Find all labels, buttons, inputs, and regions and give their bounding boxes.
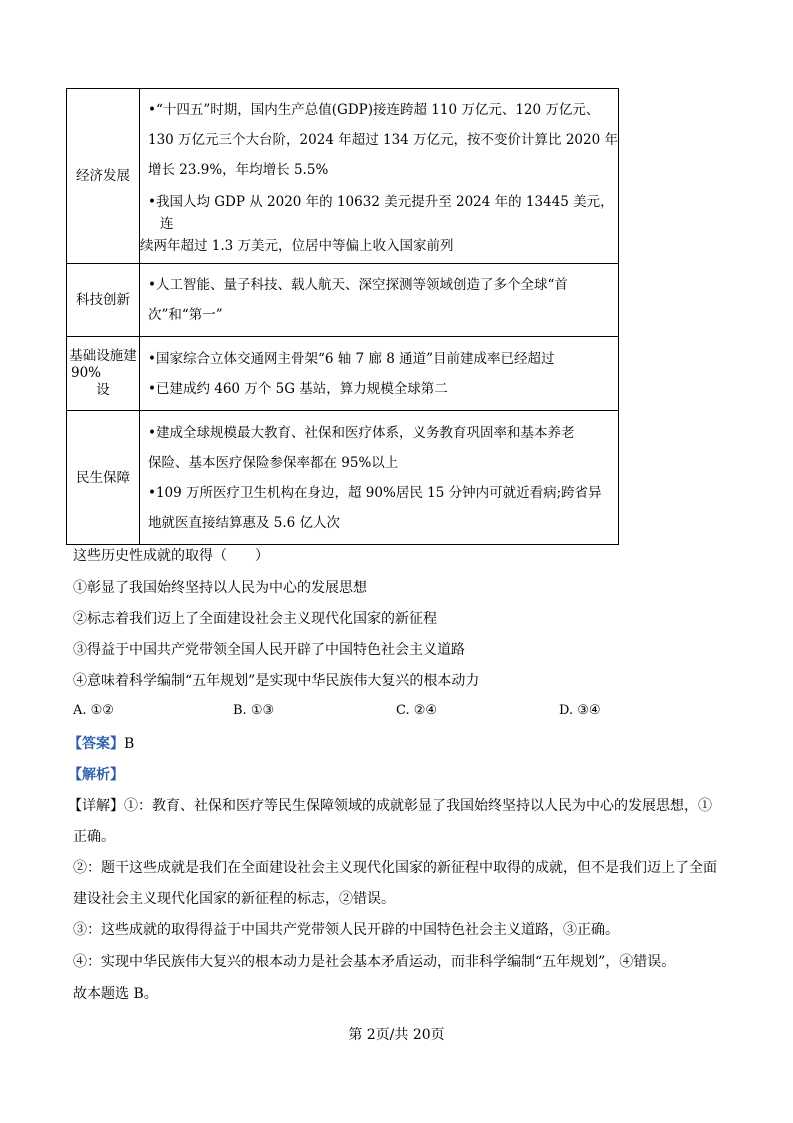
table-line: 增长 23.9%，年均增长 5.5% (148, 162, 329, 178)
statement-item: ③得益于中国共产党带领全国人民开辟了中国特色社会主义道路 (73, 642, 465, 658)
content-cell (140, 337, 619, 411)
category-cell: 科技创新 (67, 264, 140, 337)
table-line: •人工智能、量子科技、载人航天、深空探测等领域创造了多个全球“首 (148, 277, 568, 293)
statement-item: ②标志着我们迈上了全面建设社会主义现代化国家的新征程 (73, 611, 437, 627)
table-line: 次”和“第一” (148, 307, 223, 323)
option-b: B. ①③ (233, 703, 275, 718)
category-line: 设 (96, 382, 110, 398)
table-line: 连 (160, 216, 174, 232)
option-d: D. ③④ (559, 703, 601, 718)
content-cell (140, 411, 619, 545)
table-row (67, 411, 619, 545)
achievements-table (66, 88, 619, 545)
table-line: 地就医直接结算惠及 5.6 亿人次 (148, 514, 341, 531)
option-a: A. ①② (73, 703, 114, 718)
category-line: 90% (71, 365, 102, 381)
analysis-label: 【解析】 (68, 767, 124, 783)
table-row (67, 264, 619, 337)
answer-line (68, 733, 134, 753)
question-stem: 这些历史性成就的取得（ ） (73, 548, 269, 564)
table-line: •已建成约 460 万个 5G 基站，算力规模全球第二 (148, 380, 448, 397)
statement-item: ①彰显了我国始终坚持以人民为中心的发展思想 (73, 580, 367, 596)
content-cell (140, 264, 619, 337)
detail-line: 正确。 (73, 829, 115, 845)
category-cell (67, 337, 140, 411)
table-line: 130 万亿元三个大台阶，2024 年超过 134 万亿元，按不变价计算比 2020 年 (148, 132, 618, 148)
detail-line: 故本题选 B。 (73, 986, 158, 1002)
detail-line: ②：题干这些成就是我们在全面建设社会主义现代化国家的新征程中取得的成就，但不是我们迈上了全面 (73, 860, 717, 876)
detail-line: 【详解】①：教育、社保和医疗等民生保障领域的成就彰显了我国始终坚持以人民为中心的发展思想，① (68, 798, 712, 814)
table-line: •建成全球规模最大教育、社保和医疗体系，义务教育巩固率和基本养老 (148, 424, 575, 441)
table-row (67, 337, 619, 411)
detail-line: ③：这些成就的取得得益于中国共产党带领人民开辟的中国特色社会主义道路，③正确。 (73, 922, 619, 938)
table-row (67, 89, 619, 264)
content-cell (140, 89, 619, 264)
answer-label: 【答案】 (68, 736, 124, 752)
page-footer: 第 2页/共 20页 (348, 1027, 445, 1043)
category-line: 基础设施建 (69, 348, 137, 364)
table-line: •109 万所医疗卫生机构在身边，超 90%居民 15 分钟内可就近看病;跨省异 (148, 484, 602, 501)
table-line: 续两年超过 1.3 万美元，位居中等偏上收入国家前列 (140, 238, 454, 254)
category-cell: 经济发展 (67, 89, 140, 264)
statement-item: ④意味着科学编制“五年规划”是实现中华民族伟大复兴的根本动力 (73, 673, 480, 689)
option-c: C. ②④ (396, 703, 438, 718)
table-line: •我国人均 GDP 从 2020 年的 10632 美元提升至 2024 年的 13445 美元， (148, 194, 614, 210)
table-line: 保险、基本医疗保险参保率都在 95%以上 (148, 454, 399, 471)
detail-line: ④：实现中华民族伟大复兴的根本动力是社会基本矛盾运动，而非科学编制“五年规划”，④错误。 (73, 954, 676, 970)
table-line: •国家综合立体交通网主骨架“6 轴 7 廊 8 通道”目前建成率已经超过 (148, 350, 555, 367)
answer-value: B (124, 736, 135, 752)
detail-line: 建设社会主义现代化国家的新征程的标志，②错误。 (73, 891, 395, 907)
category-cell: 民生保障 (67, 411, 140, 545)
analysis-heading (68, 764, 124, 784)
table-line: •“十四五”时期，国内生产总值(GDP)接连跨超 110 万亿元、120 万亿元、 (148, 102, 600, 118)
